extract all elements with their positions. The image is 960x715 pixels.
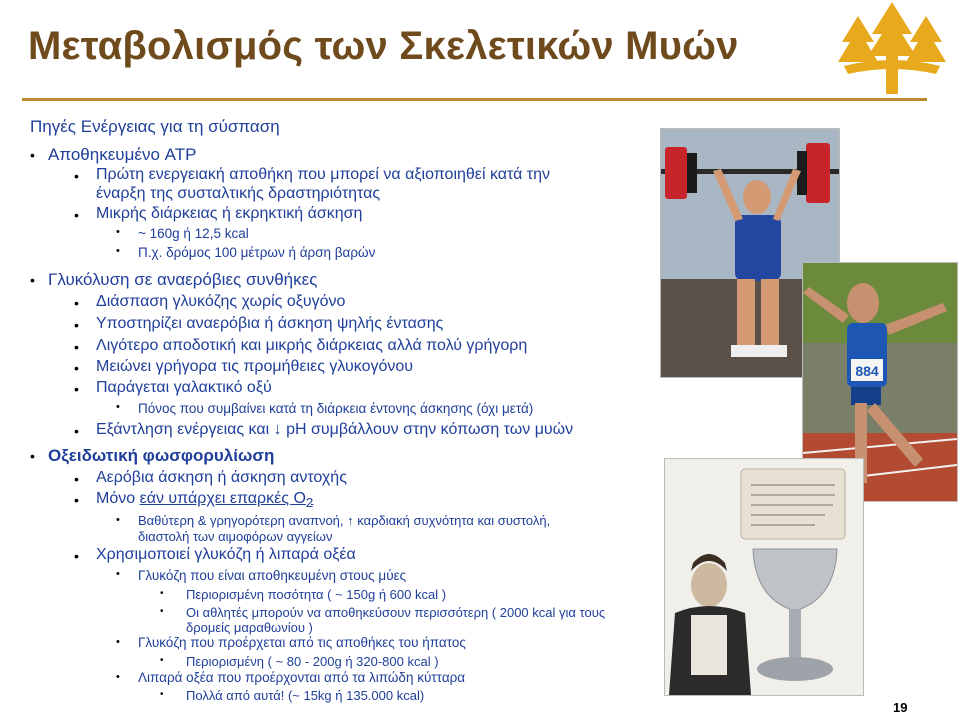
page-number: 19 xyxy=(893,700,908,715)
glycolysis-item: Διάσπαση γλυκόζης χωρίς οξυγόνο xyxy=(96,293,346,310)
bullet-icon: • xyxy=(74,471,79,487)
fatty-acids-a: Πολλά από αυτά! (~ 15kg ή 135.000 kcal) xyxy=(186,688,425,703)
bullet-icon: • xyxy=(74,339,79,355)
bullet-icon: • xyxy=(160,588,164,599)
bullet-icon: • xyxy=(74,492,79,508)
bullet-icon: • xyxy=(74,360,79,376)
oxidative-item-2-pre: Μόνο xyxy=(96,490,136,507)
atp-sub-1: ~ 160g ή 12,5 kcal xyxy=(138,226,249,241)
bullet-icon: • xyxy=(30,147,35,163)
bullet-icon: • xyxy=(74,548,79,564)
down-arrow-icon: ↓ xyxy=(273,421,282,438)
glycolysis-item: Λιγότερο αποδοτική και μικρής διάρκειας αλλά πολύ γρήγορη xyxy=(96,337,528,354)
trophy-photo xyxy=(664,458,864,696)
bullet-icon: • xyxy=(116,568,120,580)
glucose-muscle-a: Περιορισμένη ποσότητα ( ~ 150g ή 600 kcal ) xyxy=(186,587,447,602)
bullet-icon: • xyxy=(160,606,164,617)
oxidative-item-1: Αερόβια άσκηση ή άσκηση αντοχής xyxy=(96,469,347,486)
bullet-icon: • xyxy=(116,514,120,526)
glucose-muscle-b1: Οι αθλητές μπορούν να αποθηκεύσουν περισσότερη ( 2000 kcal για τους xyxy=(186,605,606,620)
oxygen-subscript: 2 xyxy=(305,495,314,511)
bullet-icon: • xyxy=(30,272,35,288)
glucose-muscle-b2: δρομείς μαραθωνίου ) xyxy=(186,620,313,635)
oxidative-item-2-underlined: εάν υπάρχει επαρκές $O_2$ xyxy=(139,490,314,511)
bullet-icon: • xyxy=(116,636,120,648)
bullet-icon: • xyxy=(74,381,79,397)
glycolysis-heading: Γλυκόλυση σε αναερόβιες συνθήκες xyxy=(48,270,318,289)
glucose-liver-a: Περιορισμένη ( ~ 80 - 200g ή 320-800 kcal ) xyxy=(186,654,439,669)
oxidative-sub-a2: καρδιακή συχνότητα και συστολή, xyxy=(357,513,551,528)
bullet-icon: • xyxy=(74,423,79,439)
bullet-icon: • xyxy=(116,226,120,238)
glucose-muscle: Γλυκόζη που είναι αποθηκευμένη στους μύες xyxy=(138,568,407,583)
bullet-icon: • xyxy=(116,245,120,257)
section-heading: Πηγές Ενέργειας για τη σύσπαση xyxy=(30,117,280,136)
atp-line-1a: Πρώτη ενεργειακή αποθήκη που μπορεί να αξιοποιηθεί κατά την xyxy=(96,166,550,183)
atp-line-2: Μικρής διάρκειας ή εκρηκτική άσκηση xyxy=(96,205,363,222)
oxidative-heading: Οξειδωτική φωσφορυλίωση xyxy=(48,446,275,465)
bullet-icon: • xyxy=(74,295,79,311)
oxidative-sub-a xyxy=(138,513,550,528)
bullet-icon: • xyxy=(30,448,35,464)
glycolysis-last-post: pH συμβάλλουν στην κόπωση των μυών xyxy=(286,421,574,438)
oxidative-item-3: Χρησιμοποιεί γλυκόζη ή λιπαρά οξέα xyxy=(96,546,356,563)
up-arrow-icon: ↑ xyxy=(347,513,354,528)
oxidative-item-2 xyxy=(96,490,313,510)
atp-line-1b: έναρξη της συσταλτικής δραστηριότητας xyxy=(96,185,381,202)
bullet-icon: • xyxy=(74,207,79,223)
atp-heading: Αποθηκευμένο ATP xyxy=(48,145,197,164)
glycolysis-item: Μειώνει γρήγορα τις προμήθειες γλυκογόνου xyxy=(96,358,414,375)
glycolysis-sub: Πόνος που συμβαίνει κατά τη διάρκεια έντονης άσκησης (όχι μετά) xyxy=(138,401,534,416)
trophy-image xyxy=(665,459,863,695)
atp-sub-2: Π.χ. δρόμος 100 μέτρων ή άρση βαρών xyxy=(138,245,376,260)
bullet-icon: • xyxy=(74,168,79,184)
glycolysis-item: Υποστηρίζει αναερόβια ή άσκηση ψηλής έντασης xyxy=(96,315,444,332)
bullet-icon: • xyxy=(160,689,164,700)
bullet-icon: • xyxy=(160,655,164,666)
glucose-liver: Γλυκόζη που προέρχεται από τις αποθήκες του ήπατος xyxy=(138,635,466,650)
page-title: Μεταβολισμός των Σκελετικών Μυών xyxy=(28,24,739,68)
bullet-icon: • xyxy=(116,401,120,413)
runner-bib-number: 884 xyxy=(855,363,879,379)
university-logo-icon xyxy=(836,0,948,96)
title-underline xyxy=(22,98,927,101)
bullet-icon: • xyxy=(116,671,120,683)
glycolysis-last-pre: Εξάντληση ενέργειας και xyxy=(96,421,270,438)
oxidative-sub-b: διαστολή των αιμοφόρων αγγείων xyxy=(138,529,333,544)
bullet-icon: • xyxy=(74,317,79,333)
glycolysis-item: Παράγεται γαλακτικό οξύ xyxy=(96,379,272,396)
fatty-acids: Λιπαρά οξέα που προέρχονται από τα λιπώδη κύτταρα xyxy=(138,670,466,685)
glycolysis-last xyxy=(96,421,573,439)
oxidative-sub-a1: Βαθύτερη & γρηγορότερη αναπνοή, xyxy=(138,513,344,528)
